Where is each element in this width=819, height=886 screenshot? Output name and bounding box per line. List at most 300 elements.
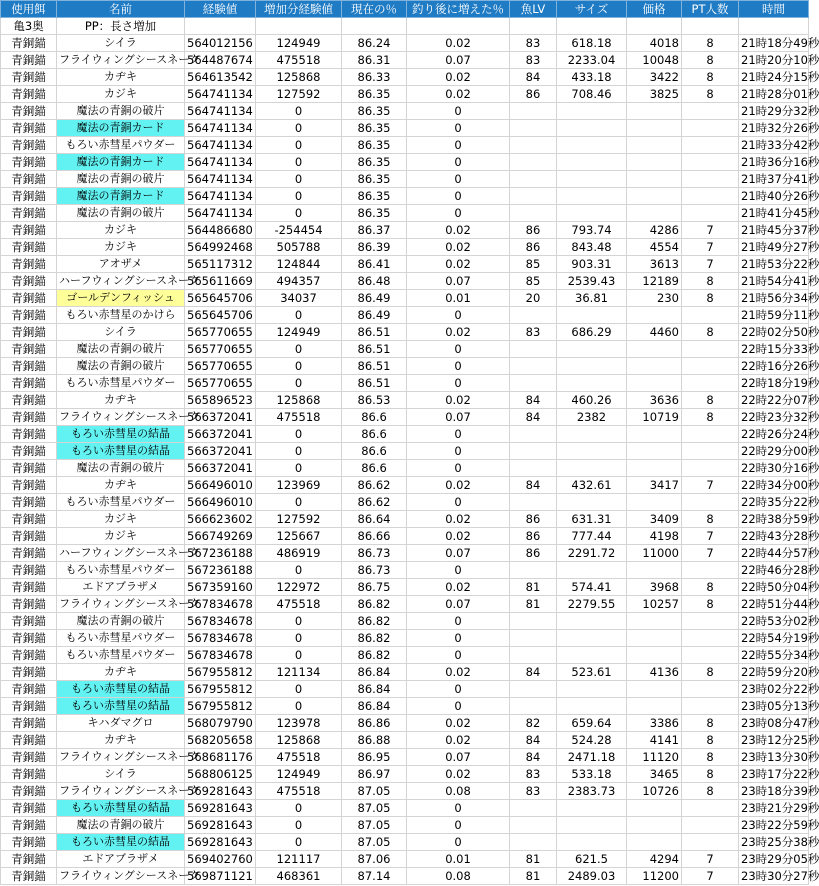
col-current-pct-cell: 86.35 [342,120,407,137]
col-name-cell: フライウィングシースネーク [57,596,185,613]
col-fish-lv-cell: 84 [510,732,557,749]
col-bait-cell: 青銅錨 [1,273,57,290]
col-exp-cell: 569402760 [185,851,256,868]
col-time-cell: 21時20分10秒 [739,52,809,69]
col-price-cell [627,630,682,647]
table-row [1,868,809,885]
col-fish-lv-cell [510,154,557,171]
col-time-cell: 22時23分32秒 [739,409,809,426]
col-current-pct-cell: 86.82 [342,630,407,647]
col-size-cell [557,375,627,392]
col-name-cell: もろい赤彗星パウダー [57,562,185,579]
col-price-cell: 10726 [627,783,682,800]
col-exp-gain-cell: 0 [256,562,342,579]
col-name-cell: カヂキ [57,732,185,749]
col-exp-gain-cell: 0 [256,494,342,511]
col-bait-cell: 青銅錨 [1,647,57,664]
col-exp-cell: 564741134 [185,205,256,222]
col-name-cell: カヂキ [57,664,185,681]
col-price-cell: 4294 [627,851,682,868]
col-exp-cell: 568681176 [185,749,256,766]
col-name-cell: 魔法の青銅カード [57,120,185,137]
col-fish-lv-cell [510,817,557,834]
col-price-cell [627,120,682,137]
table-row [1,545,809,562]
col-price-cell [627,817,682,834]
col-pt-cell: 8 [682,596,739,613]
col-size-cell [557,341,627,358]
col-pct-gain-cell: 0 [407,834,510,851]
col-current-pct-cell: 86.62 [342,494,407,511]
col-name-cell: もろい赤彗星パウダー [57,647,185,664]
col-pct-gain-cell: 0.02 [407,766,510,783]
col-pt-cell [682,137,739,154]
col-size-cell: 432.61 [557,477,627,494]
col-pt-cell [682,647,739,664]
col-price-cell [627,698,682,715]
col-price-cell: 3465 [627,766,682,783]
col-exp-cell: 567834678 [185,613,256,630]
col-price-cell: 3636 [627,392,682,409]
col-exp-gain-cell: 127592 [256,86,342,103]
col-size-cell: 523.61 [557,664,627,681]
col-price-cell: 3968 [627,579,682,596]
col-bait-cell: 青銅錨 [1,511,57,528]
col-size-cell: 903.31 [557,256,627,273]
col-fish-lv-cell [510,205,557,222]
col-price-cell: 10048 [627,52,682,69]
col-name-cell: もろい赤彗星パウダー [57,137,185,154]
col-time-cell: 21時37分41秒 [739,171,809,188]
col-current-pct-cell: 86.82 [342,596,407,613]
col-fish-lv-cell: 83 [510,766,557,783]
col-fish-lv-cell: 84 [510,392,557,409]
col-bait-cell: 青銅錨 [1,817,57,834]
col-size-cell [557,120,627,137]
col-fish-lv-cell: 83 [510,783,557,800]
col-name-cell: フライウィングシースネーク [57,409,185,426]
col-bait-cell: 青銅錨 [1,392,57,409]
col-pct-gain-cell: 0.02 [407,86,510,103]
table-row [1,783,809,800]
col-time-cell: 23時05分13秒 [739,698,809,715]
col-pct-gain-cell: 0.02 [407,477,510,494]
col-name-cell: カジキ [57,511,185,528]
col-exp-gain-cell: 0 [256,817,342,834]
col-fish-lv-cell: 83 [510,35,557,52]
col-price-cell [627,103,682,120]
col-price-cell [627,188,682,205]
col-pt-cell [682,817,739,834]
col-bait-cell: 青銅錨 [1,766,57,783]
table-row [1,715,809,732]
table-row [1,103,809,120]
col-pct-gain-cell: 0 [407,647,510,664]
col-pct-gain-cell: 0 [407,443,510,460]
col-name-cell: カヂキ [57,69,185,86]
table-row [1,409,809,426]
col-exp-cell: 564741134 [185,103,256,120]
col-price-cell [627,681,682,698]
col-size-cell [557,630,627,647]
note-left: 亀3奥 [1,18,57,35]
col-name-cell: エドアブラザメ [57,579,185,596]
table-row [1,664,809,681]
col-size-cell [557,188,627,205]
col-exp-cell: 567955812 [185,681,256,698]
col-bait-cell: 青銅錨 [1,715,57,732]
col-pct-gain-cell: 0 [407,494,510,511]
col-bait-cell: 青銅錨 [1,409,57,426]
col-fish-lv-cell [510,426,557,443]
col-exp-cell: 564487674 [185,52,256,69]
col-exp-gain-cell: 0 [256,103,342,120]
col-exp-gain-cell: 124844 [256,256,342,273]
col-bait-cell: 青銅錨 [1,154,57,171]
col-fish-lv-cell [510,188,557,205]
col-fish-lv-cell [510,103,557,120]
col-size-cell: 621.5 [557,851,627,868]
col-pt-cell: 8 [682,664,739,681]
col-bait-cell: 青銅錨 [1,630,57,647]
col-bait-cell: 青銅錨 [1,69,57,86]
col-price-cell: 3613 [627,256,682,273]
col-size-cell [557,137,627,154]
col-price-cell [627,358,682,375]
col-pt-header: PT人数 [682,1,739,18]
table-row [1,834,809,851]
table-row [1,375,809,392]
col-time-cell: 21時49分27秒 [739,239,809,256]
col-exp-cell: 569281643 [185,834,256,851]
col-exp-cell: 564741134 [185,86,256,103]
col-exp-gain-cell: 468361 [256,868,342,885]
col-name-cell: シイラ [57,324,185,341]
col-fish-lv-cell: 81 [510,851,557,868]
col-fish-lv-cell: 84 [510,69,557,86]
col-bait-cell: 青銅錨 [1,256,57,273]
col-name-cell: もろい赤彗星の結晶 [57,698,185,715]
col-exp-gain-cell: 123969 [256,477,342,494]
col-pct-gain-cell: 0.02 [407,664,510,681]
col-name-cell: もろい赤彗星の結晶 [57,834,185,851]
col-exp-cell: 565770655 [185,375,256,392]
col-time-cell: 22時15分33秒 [739,341,809,358]
col-exp-gain-cell: 125868 [256,732,342,749]
col-exp-gain-cell: 0 [256,834,342,851]
col-exp-gain-cell: 0 [256,205,342,222]
col-pt-cell [682,613,739,630]
col-fish-lv-cell: 84 [510,477,557,494]
col-exp-gain-cell: -254454 [256,222,342,239]
table-row [1,171,809,188]
table-row [1,154,809,171]
col-current-pct-cell: 86.35 [342,86,407,103]
col-exp-cell: 566496010 [185,494,256,511]
col-pt-cell: 7 [682,868,739,885]
col-name-cell: 魔法の青銅の破片 [57,103,185,120]
col-bait-cell: 青銅錨 [1,494,57,511]
col-pt-cell [682,562,739,579]
col-current-pct-cell: 86.75 [342,579,407,596]
col-exp-gain-cell: 475518 [256,52,342,69]
col-exp-cell: 567955812 [185,698,256,715]
col-exp-gain-header: 増加分経験値 [256,1,342,18]
table-row [1,273,809,290]
table-row [1,341,809,358]
col-current-pct-cell: 86.84 [342,698,407,715]
col-time-cell: 22時26分24秒 [739,426,809,443]
col-pt-cell: 8 [682,324,739,341]
col-pct-gain-cell: 0 [407,426,510,443]
col-bait-cell: 青銅錨 [1,783,57,800]
col-exp-gain-cell: 124949 [256,324,342,341]
col-name-cell: カジキ [57,239,185,256]
col-name-cell: 魔法の青銅の破片 [57,817,185,834]
col-price-cell: 12189 [627,273,682,290]
col-time-cell: 21時45分37秒 [739,222,809,239]
col-size-cell: 2539.43 [557,273,627,290]
col-price-cell: 3409 [627,511,682,528]
col-bait-cell: 青銅錨 [1,205,57,222]
col-current-pct-header: 現在の％ [342,1,407,18]
col-bait-cell: 青銅錨 [1,851,57,868]
note-row [1,18,809,35]
col-price-cell [627,494,682,511]
col-pct-gain-cell: 0.02 [407,69,510,86]
col-fish-lv-cell: 86 [510,528,557,545]
col-exp-cell: 568205658 [185,732,256,749]
col-fish-lv-cell: 86 [510,545,557,562]
col-exp-gain-cell: 0 [256,341,342,358]
col-bait-cell: 青銅錨 [1,137,57,154]
col-size-cell [557,647,627,664]
table-row [1,562,809,579]
col-bait-cell: 青銅錨 [1,579,57,596]
col-pt-cell [682,307,739,324]
col-fish-lv-header: 魚LV [510,1,557,18]
col-current-pct-cell: 86.6 [342,443,407,460]
col-price-cell: 4136 [627,664,682,681]
col-pt-cell: 8 [682,86,739,103]
col-pt-cell: 8 [682,715,739,732]
col-bait-cell: 青銅錨 [1,290,57,307]
col-pct-gain-cell: 0 [407,698,510,715]
col-exp-cell: 566749269 [185,528,256,545]
col-current-pct-cell: 86.86 [342,715,407,732]
table-row [1,579,809,596]
col-pt-cell: 8 [682,732,739,749]
col-price-cell [627,375,682,392]
col-size-cell: 2233.04 [557,52,627,69]
col-pt-cell: 8 [682,579,739,596]
col-time-cell: 21時18分49秒 [739,35,809,52]
col-time-cell: 21時53分22秒 [739,256,809,273]
col-exp-cell: 567834678 [185,596,256,613]
col-fish-lv-cell: 86 [510,239,557,256]
col-time-cell: 22時35分22秒 [739,494,809,511]
col-fish-lv-cell [510,307,557,324]
col-pct-gain-cell: 0.02 [407,579,510,596]
col-pct-gain-cell: 0.02 [407,324,510,341]
col-pct-gain-cell: 0 [407,562,510,579]
col-pt-cell: 7 [682,545,739,562]
col-size-cell [557,205,627,222]
col-size-cell [557,698,627,715]
col-exp-gain-cell: 0 [256,647,342,664]
col-time-cell: 22時59分20秒 [739,664,809,681]
col-fish-lv-cell: 85 [510,256,557,273]
col-exp-gain-cell: 0 [256,137,342,154]
col-pct-gain-cell: 0.02 [407,511,510,528]
col-pct-gain-cell: 0.01 [407,851,510,868]
col-pct-gain-cell: 0 [407,307,510,324]
col-name-cell: フライウィングシースネーク [57,749,185,766]
col-time-cell: 22時54分19秒 [739,630,809,647]
col-time-cell: 22時51分44秒 [739,596,809,613]
col-fish-lv-cell [510,494,557,511]
col-pt-cell: 8 [682,69,739,86]
col-time-cell: 22時44分57秒 [739,545,809,562]
col-size-cell: 843.48 [557,239,627,256]
col-exp-gain-cell: 475518 [256,596,342,613]
col-bait-cell: 青銅錨 [1,103,57,120]
col-time-cell: 22時50分04秒 [739,579,809,596]
col-price-cell [627,613,682,630]
col-pt-cell [682,834,739,851]
table-row [1,307,809,324]
col-size-cell [557,103,627,120]
col-current-pct-cell: 86.84 [342,681,407,698]
col-exp-gain-cell: 124949 [256,766,342,783]
col-size-cell [557,494,627,511]
col-size-cell [557,800,627,817]
col-time-cell: 21時59分11秒 [739,307,809,324]
col-exp-gain-cell: 0 [256,613,342,630]
col-current-pct-cell: 86.24 [342,35,407,52]
table-row [1,800,809,817]
col-exp-cell: 564486680 [185,222,256,239]
col-size-cell: 36.81 [557,290,627,307]
col-pct-gain-cell: 0 [407,460,510,477]
col-exp-cell: 565770655 [185,358,256,375]
col-price-cell [627,154,682,171]
col-time-cell: 21時29分32秒 [739,103,809,120]
table-row [1,324,809,341]
col-pt-cell [682,494,739,511]
col-bait-cell: 青銅錨 [1,545,57,562]
table-row [1,511,809,528]
col-fish-lv-cell: 84 [510,409,557,426]
col-pt-cell: 8 [682,52,739,69]
col-current-pct-cell: 86.39 [342,239,407,256]
col-price-cell: 3422 [627,69,682,86]
col-bait-cell: 青銅錨 [1,834,57,851]
col-exp-cell: 564741134 [185,120,256,137]
col-fish-lv-cell: 84 [510,749,557,766]
col-exp-gain-cell: 0 [256,443,342,460]
col-current-pct-cell: 86.41 [342,256,407,273]
col-size-cell [557,460,627,477]
col-exp-cell: 566372041 [185,460,256,477]
col-exp-gain-cell: 0 [256,358,342,375]
col-size-cell: 686.29 [557,324,627,341]
col-time-cell: 22時29分00秒 [739,443,809,460]
col-pct-gain-cell: 0.02 [407,732,510,749]
col-exp-cell: 566496010 [185,477,256,494]
col-name-cell: エドアブラザメ [57,851,185,868]
col-exp-gain-cell: 486919 [256,545,342,562]
col-bait-cell: 青銅錨 [1,120,57,137]
col-pt-cell [682,341,739,358]
col-bait-cell: 青銅錨 [1,613,57,630]
col-bait-cell: 青銅錨 [1,477,57,494]
col-price-cell: 10257 [627,596,682,613]
col-pt-cell [682,358,739,375]
col-price-cell: 4018 [627,35,682,52]
col-fish-lv-cell: 81 [510,868,557,885]
col-pt-cell: 7 [682,851,739,868]
col-pct-gain-cell: 0.07 [407,52,510,69]
col-fish-lv-cell [510,137,557,154]
col-exp-gain-cell: 125667 [256,528,342,545]
col-bait-cell: 青銅錨 [1,307,57,324]
table-row [1,596,809,613]
col-time-cell: 23時25分38秒 [739,834,809,851]
col-name-cell: もろい赤彗星の結晶 [57,800,185,817]
col-pt-cell: 7 [682,222,739,239]
col-price-cell [627,800,682,817]
col-name-cell: キハダマグロ [57,715,185,732]
col-current-pct-cell: 86.31 [342,52,407,69]
col-current-pct-cell: 86.88 [342,732,407,749]
table-row [1,630,809,647]
col-name-cell: もろい赤彗星の結晶 [57,681,185,698]
col-bait-cell: 青銅錨 [1,868,57,885]
col-pct-gain-cell: 0 [407,205,510,222]
col-pt-cell [682,800,739,817]
col-fish-lv-cell: 20 [510,290,557,307]
col-name-cell: 魔法の青銅カード [57,188,185,205]
col-time-cell: 21時40分26秒 [739,188,809,205]
col-price-cell [627,137,682,154]
col-pct-gain-cell: 0 [407,103,510,120]
col-fish-lv-cell [510,443,557,460]
col-price-cell: 4141 [627,732,682,749]
col-exp-cell: 569281643 [185,817,256,834]
col-pct-gain-cell: 0.07 [407,749,510,766]
col-time-cell: 23時08分47秒 [739,715,809,732]
col-time-cell: 22時02分50秒 [739,324,809,341]
table-row [1,732,809,749]
col-current-pct-cell: 86.51 [342,341,407,358]
col-price-cell [627,562,682,579]
col-pt-cell [682,375,739,392]
table-row [1,817,809,834]
col-time-cell: 23時18分39秒 [739,783,809,800]
col-pct-gain-cell: 0.02 [407,35,510,52]
col-bait-cell: 青銅錨 [1,188,57,205]
table-row [1,69,809,86]
col-exp-cell: 564012156 [185,35,256,52]
col-name-cell: 魔法の青銅カード [57,154,185,171]
col-bait-cell: 青銅錨 [1,681,57,698]
col-current-pct-cell: 86.35 [342,137,407,154]
col-bait-cell: 青銅錨 [1,664,57,681]
col-price-cell: 230 [627,290,682,307]
table-row [1,443,809,460]
col-bait-cell: 青銅錨 [1,443,57,460]
